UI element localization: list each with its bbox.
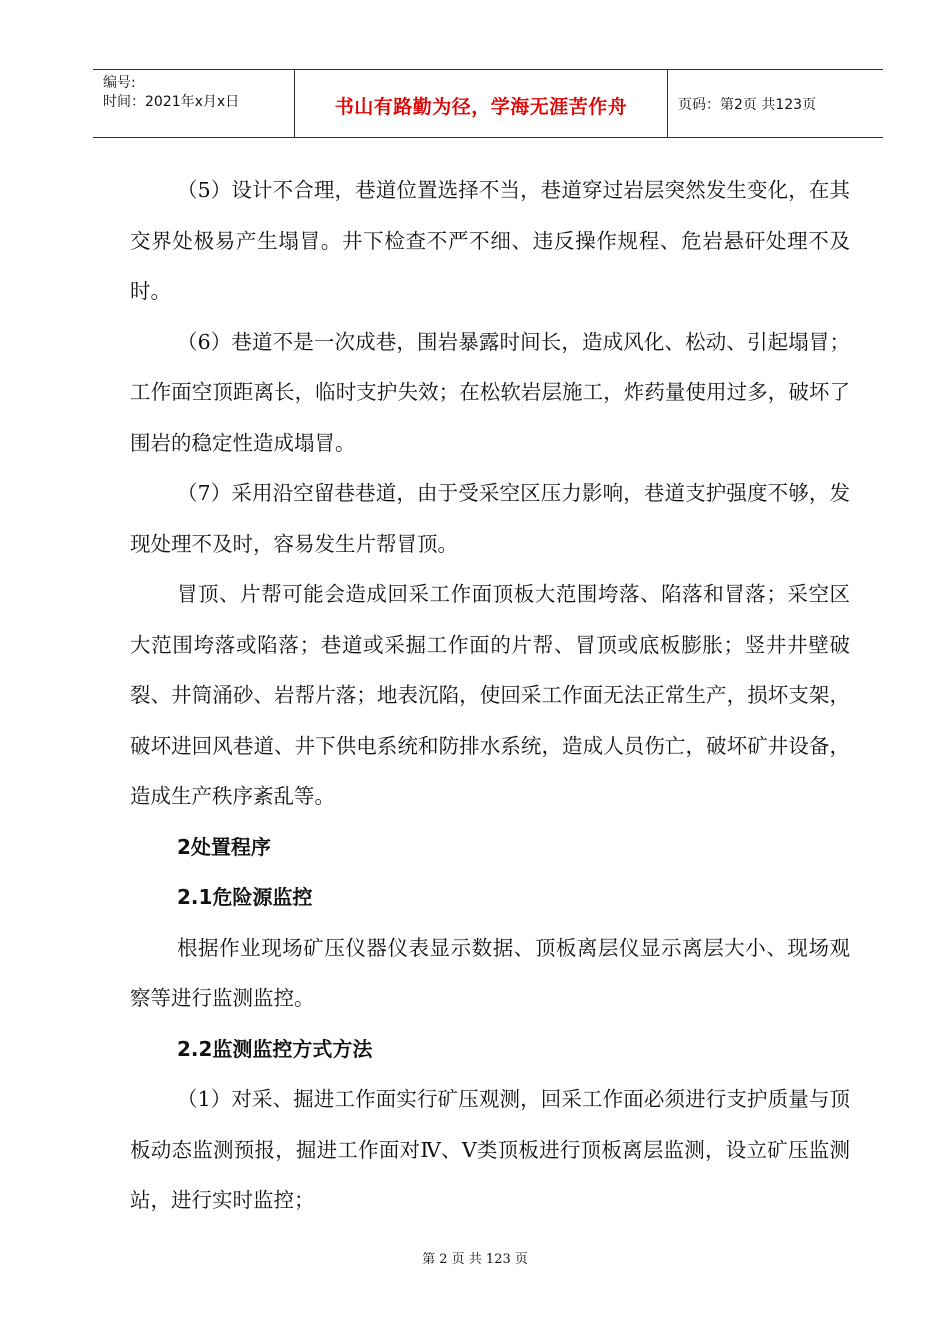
subsection-heading-hazard-monitoring: 2.1危险源监控: [177, 885, 313, 909]
page-footer: 第 2 页 共 123 页: [422, 1252, 528, 1267]
paragraph-5: （5）设计不合理，巷道位置选择不当，巷道穿过岩层突然发生变化，在其交界处极易产生塌冒。井下检查不严不细、违反操作规程、危岩悬矸处理不及时。: [130, 178, 850, 303]
page-number-label: 页码：第2页 共123页: [678, 97, 817, 113]
paragraph-7: （7）采用沿空留巷巷道，由于受采空区压力影响，巷道支护强度不够，发现处理不及时，容易发生片帮冒顶。: [130, 481, 850, 556]
paragraph-method-1: （1）对采、掘进工作面实行矿压观测，回采工作面必须进行支护质量与顶板动态监测预报，掘进工作面对Ⅳ、Ⅴ类顶板进行顶板离层监测，设立矿压监测站，进行实时监控；: [130, 1087, 850, 1212]
subsection-heading-methods: 2.2监测监控方式方法: [177, 1036, 373, 1061]
header-motto-cell: [295, 70, 668, 137]
header-info-cell: [93, 70, 295, 137]
paragraph-6: （6）巷道不是一次成巷，围岩暴露时间长，造成风化、松动、引起塌冒；工作面空顶距离长，临时支护失效；在松软岩层施工，炸药量使用过多，破坏了围岩的稳定性造成塌冒。: [130, 329, 850, 455]
header-page-cell: [668, 70, 883, 137]
time-label: 时间：2021年x月x日: [103, 94, 240, 110]
code-label: 编号:: [103, 75, 136, 91]
section-heading: 2处置程序: [177, 834, 271, 859]
document-body: [130, 165, 850, 1226]
paragraph-consequences: 冒顶、片帮可能会造成回采工作面顶板大范围垮落、陷落和冒落；采空区大范围垮落或陷落；巷道或采掘工作面的片帮、冒顶或底板膨胀；竖井井壁破裂、井筒涌砂、岩帮片落；地表沉陷，使回采工作面无法正常生产，损坏支架，破坏进回风巷道、井下供电系统和防排水系统，造成人员伤亡，破坏矿井设备，造成生产秩序紊乱等。: [130, 582, 850, 808]
motto: 书山有路勤为径，学海无涯苦作舟: [334, 96, 628, 118]
paragraph-monitoring: 根据作业现场矿压仪器仪表显示数据、顶板离层仪显示离层大小、现场观察等进行监测监控。: [130, 935, 850, 1010]
page-header: [93, 69, 883, 138]
